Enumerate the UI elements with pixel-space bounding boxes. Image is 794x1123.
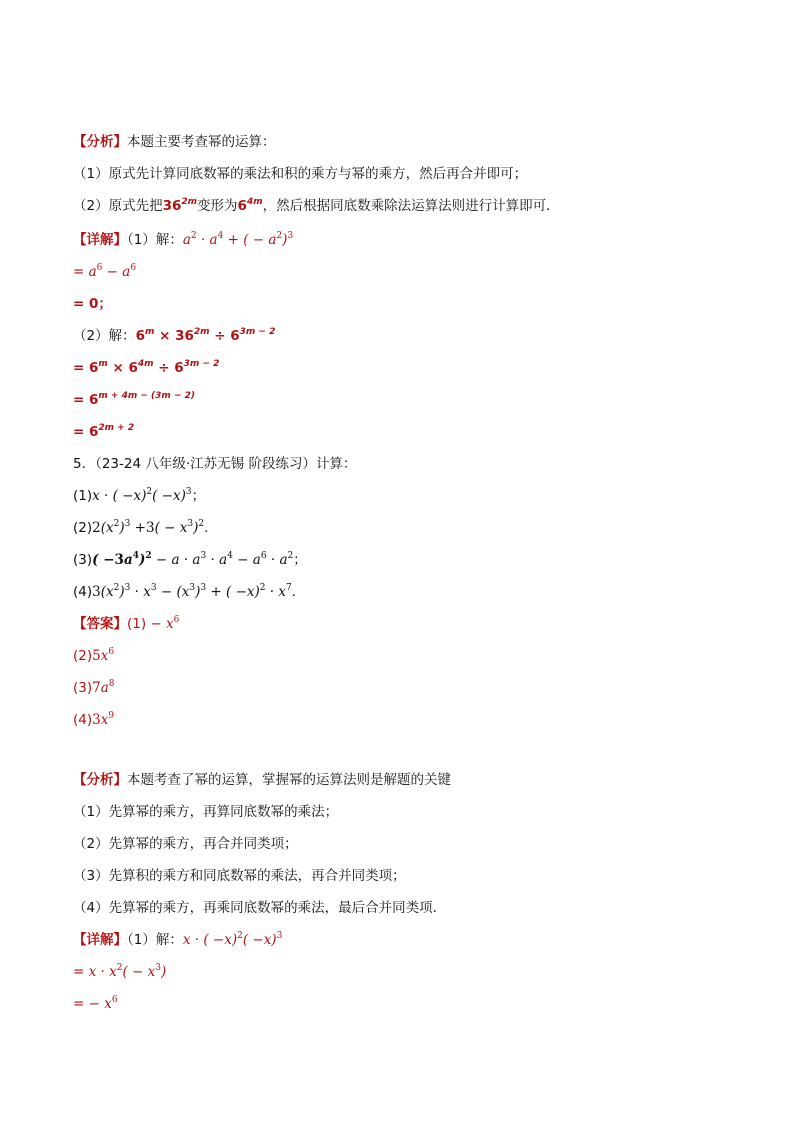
question-item-1: (1)x · ( $-x)^2( -x)^3$； (73, 486, 206, 504)
analysis-item-2-tail: ，然后根据同底数乘除法运算法则进行计算即可． (262, 198, 560, 214)
answer-item-3: $(3)7a^8$ (73, 678, 115, 696)
detail-1-line (73, 230, 293, 250)
analysis-text: 本题主要考查幂的运算： (127, 134, 276, 150)
analysis-item-1: （1）原式先计算同底数幂的乘法和积的乘方与幂的乘方，然后再合并即可； (73, 166, 528, 182)
question-item-3: $(3)( -3a^4)^2 - a \cdot a^3 \cdot a^4 - a^6 \cdot a^2$； (73, 550, 307, 568)
answer-tag: 【答案】 (73, 616, 127, 632)
answer-heading: 【答案】$(1) - x^6$ (73, 614, 180, 632)
answer-item-4: $(4)3x^9$ (73, 710, 115, 728)
detail-part1-label: （1）解： (127, 232, 183, 248)
question-source: （23-24 八年级·江苏无锡 阶段练习）计算： (95, 456, 357, 472)
analysis-2-item-4: （4）先算幂的乘方，再乘同底数幂的乘法，最后合并同类项． (73, 900, 447, 916)
detail-part2-label: （2）解： (73, 328, 136, 344)
step-6m-6-4m: = $6^m \times 6^{4m} \div 6^{3m - 2}$ (73, 358, 220, 376)
expr-a2-a4-neg-a2-cubed: $a^2 \cdot a^4$ + ( − $a^2)^3$ (182, 230, 294, 248)
detail-2-step-2: = − $x^6$ (73, 994, 118, 1012)
analysis-item-2-mid: 变形为 (197, 198, 238, 214)
analysis-item-2-head: （2）原式先把 (73, 198, 163, 214)
analysis-2-item-3: （3）先算积的乘方和同底数幂的乘法，再合并同类项； (73, 868, 406, 884)
detail-2-part1-label: （1）解： (127, 932, 183, 948)
step-zero: = 0； (73, 296, 112, 312)
expr-6m-36-2m-6-3m-2: $6^m \times 36^{2m} \div 6^{3m - 2}$ (135, 326, 276, 344)
analysis-item-2 (73, 196, 560, 216)
analysis-heading (73, 132, 276, 152)
math-6-4m: $6^{4m}$ (237, 196, 263, 214)
analysis-2-heading (73, 770, 451, 790)
question-item-2: $(2)2(x^2)^3 +3( - x^3)^2$． (73, 518, 218, 536)
step-6-2m-plus-2: = $6^{2m + 2}$ (73, 422, 135, 440)
math-36-2m: $36^{2m}$ (162, 196, 198, 214)
analysis-2-item-2: （2）先算幂的乘方，再合并同类项； (73, 836, 298, 852)
detail-2-tag: 【详解】 (73, 932, 127, 948)
analysis-2-tag: 【分析】 (73, 772, 127, 788)
analysis-tag: 【分析】 (73, 134, 127, 150)
answer-item-2: $(2)5x^6$ (73, 646, 115, 664)
question-5-heading (73, 454, 356, 474)
question-number: 5． (73, 456, 96, 472)
step-a6-minus-a6: = $a^6 - a^6$ (73, 262, 137, 280)
detail-tag: 【详解】 (73, 232, 127, 248)
detail-2-step-1: = $x \cdot x^2( - x^3)$ (73, 962, 167, 980)
analysis-2-item-1: （1）先算幂的乘方，再算同底数幂的乘法； (73, 804, 339, 820)
analysis-2-text: 本题考查了幂的运算，掌握幂的运算法则是解题的关键 (127, 772, 451, 788)
detail-2-line: 【详解】（1）解：x · ( $-x)^2( -x)^3$ (73, 930, 283, 948)
detail-part2-line (73, 326, 275, 346)
step-6-exponent-combined: = $6^{m + 4m - (3m - 2)}$ (73, 390, 195, 408)
question-item-4: $(4)3(x^2)^3 \cdot x^3 - (x^3)^3$ + ( $-x)^2 \cdot x^7$． (73, 582, 306, 600)
